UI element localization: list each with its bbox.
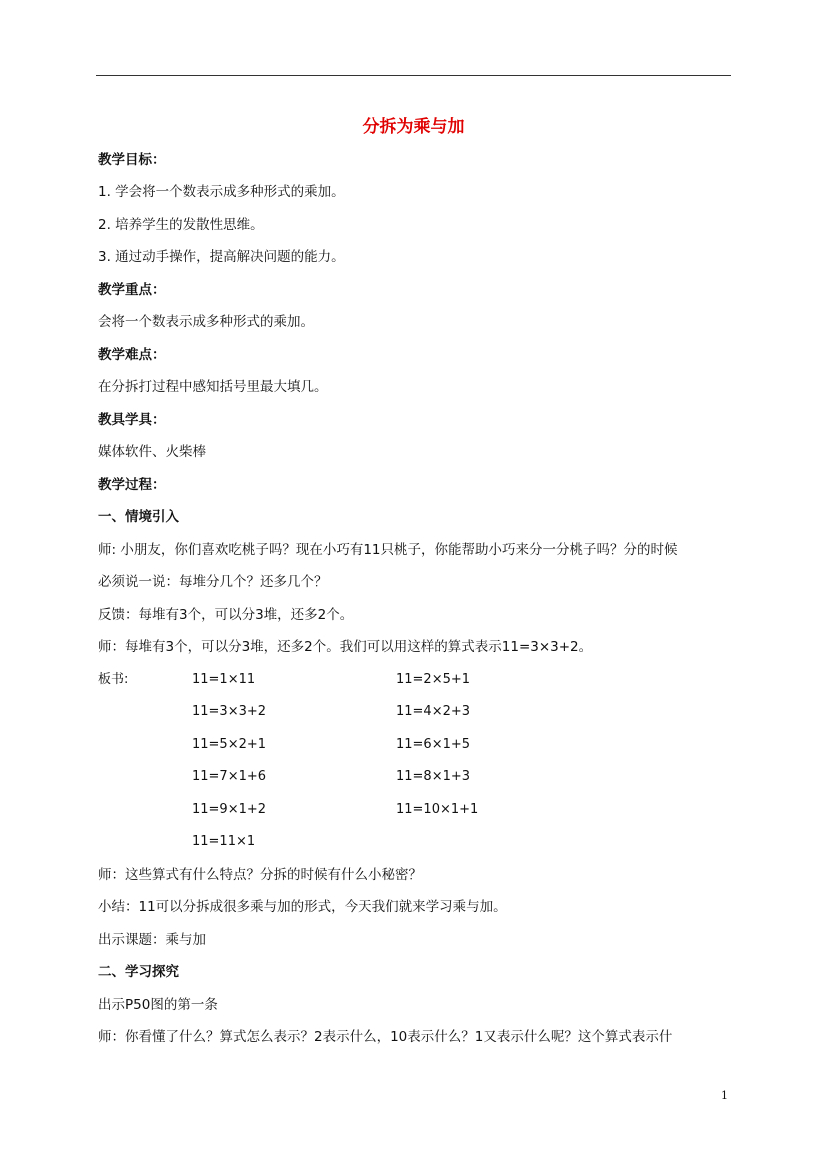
board-equation: 11=6×1+5 — [396, 737, 471, 752]
section-2-heading: 二、学习探究 — [98, 964, 179, 980]
section-1-heading: 一、情境引入 — [98, 509, 179, 525]
heading-difficulties: 教学难点： — [98, 347, 166, 363]
board-equation: 11=1×11 — [192, 672, 256, 687]
board-equation: 11=9×1+2 — [192, 802, 267, 817]
board-equation: 11=8×1+3 — [396, 769, 471, 784]
paragraph-line: 小结：11可以分拆成很多乘与加的形式，今天我们就来学习乘与加。 — [98, 899, 507, 915]
board-equation: 11=4×2+3 — [396, 704, 471, 719]
difficulties-text: 在分拆打过程中感知括号里最大填几。 — [98, 379, 328, 395]
paragraph-line: 出示课题：乘与加 — [98, 932, 206, 948]
heading-process: 教学过程： — [98, 477, 166, 493]
goal-1: 1. 学会将一个数表示成多种形式的乘加。 — [98, 184, 345, 200]
board-equation: 11=5×2+1 — [192, 737, 267, 752]
key-points-text: 会将一个数表示成多种形式的乘加。 — [98, 314, 314, 330]
tools-text: 媒体软件、火柴棒 — [98, 444, 206, 460]
board-equation: 11=11×1 — [192, 834, 256, 849]
page-title: 分拆为乘与加 — [362, 117, 465, 137]
page-number: 1 — [721, 1089, 728, 1102]
heading-key-points: 教学重点： — [98, 282, 166, 298]
board-equation: 11=7×1+6 — [192, 769, 267, 784]
board-label: 板书: — [98, 672, 129, 687]
board-equation: 11=3×3+2 — [192, 704, 267, 719]
header-rule — [96, 75, 731, 76]
paragraph-line: 师：每堆有3个，可以分3堆，还多2个。我们可以用这样的算式表示11=3×3+2。 — [98, 639, 593, 655]
heading-goals: 教学目标： — [98, 152, 166, 168]
paragraph-line: 必须说一说：每堆分几个？还多几个？ — [98, 574, 328, 590]
paragraph-line: 师：这些算式有什么特点？分拆的时候有什么小秘密？ — [98, 867, 422, 883]
heading-tools: 教具学具： — [98, 412, 166, 428]
board-equation: 11=2×5+1 — [396, 672, 471, 687]
paragraph-line: 师: 小朋友，你们喜欢吃桃子吗？现在小巧有11只桃子，你能帮助小巧来分一分桃子吗？分的时候 — [98, 542, 678, 558]
board-equation: 11=10×1+1 — [396, 802, 479, 817]
goal-2: 2. 培养学生的发散性思维。 — [98, 217, 264, 233]
paragraph-line: 出示P50图的第一条 — [98, 997, 218, 1013]
goal-3: 3. 通过动手操作，提高解决问题的能力。 — [98, 249, 345, 265]
paragraph-line: 反馈：每堆有3个，可以分3堆，还多2个。 — [98, 607, 354, 623]
paragraph-line: 师：你看懂了什么？算式怎么表示？2表示什么，10表示什么？1又表示什么呢？这个算式表示什 — [98, 1029, 673, 1045]
